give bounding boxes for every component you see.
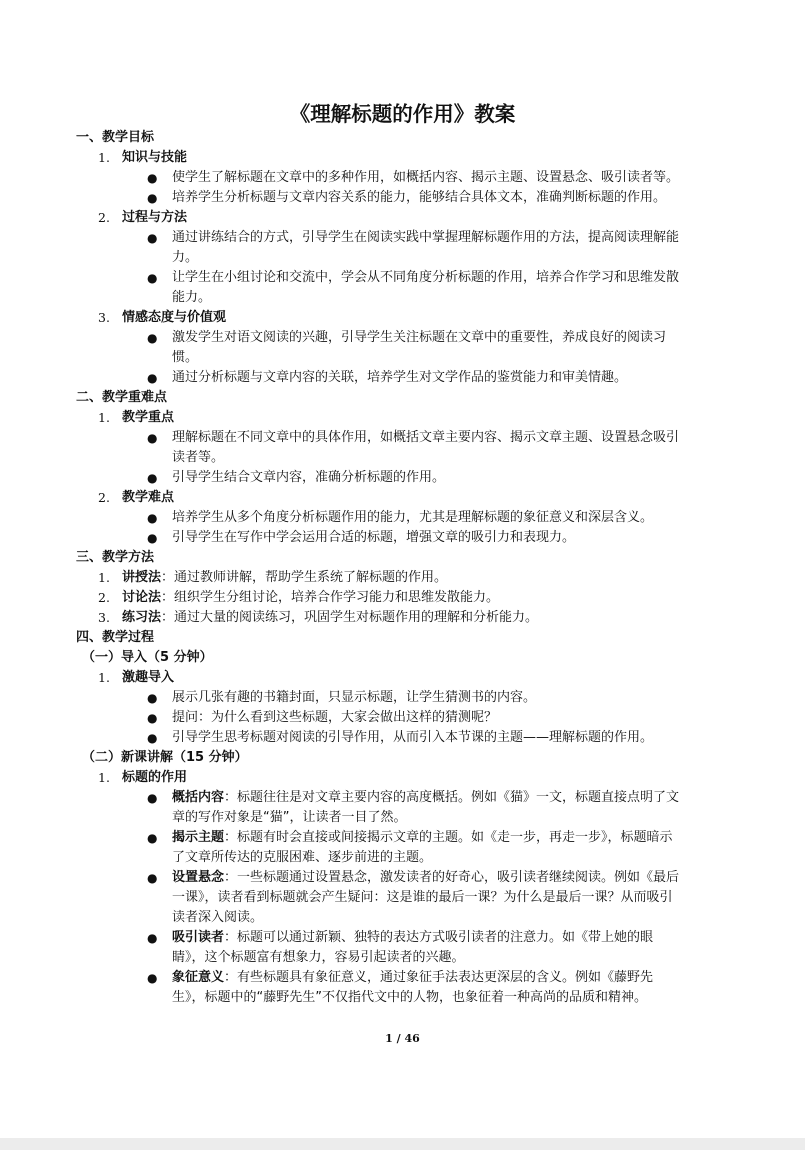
bullet-text: 让学生在小组讨论和交流中，学会从不同角度分析标题的作用，培养合作学习和思维发散 xyxy=(172,270,680,285)
bullet-item xyxy=(76,928,736,968)
subsection-heading xyxy=(76,148,736,168)
subsection-heading xyxy=(76,668,736,688)
method-text: ：通过大量的阅读练习，巩固学生对标题作用的理解和分析能力。 xyxy=(161,610,539,625)
bullet-text-cont: 读者等。 xyxy=(172,450,225,465)
list-number: 1. xyxy=(98,150,110,165)
bullet-item xyxy=(76,328,736,368)
bullet-text: 激发学生对语文阅读的兴趣，引导学生关注标题在文章中的重要性，养成良好的阅读习 xyxy=(172,330,667,345)
bullet-text: ：标题往往是对文章主要内容的高度概括。例如《猫》一文，标题直接点明了文 xyxy=(224,790,680,805)
subsection-title: 知识与技能 xyxy=(122,150,188,165)
method-text: ：组织学生分组讨论，培养合作学习能力和思维发散能力。 xyxy=(161,590,500,605)
bullet-icon: ● xyxy=(147,971,158,985)
bullet-item xyxy=(76,968,736,1008)
bullet-icon: ● xyxy=(147,231,158,245)
bullet-text-cont: 力。 xyxy=(172,250,199,265)
bullet-term: 揭示主题 xyxy=(172,830,225,845)
bullet-term: 吸引读者 xyxy=(172,930,225,945)
bullet-icon: ● xyxy=(147,191,158,205)
method-term: 讨论法 xyxy=(122,590,162,605)
method-term: 练习法 xyxy=(122,610,162,625)
bullet-text: ：有些标题具有象征意义，通过象征手法表达更深层的含义。例如《藤野先 xyxy=(224,970,654,985)
bullet-icon: ● xyxy=(147,271,158,285)
list-number: 2. xyxy=(98,210,110,225)
bullet-text: 展示几张有趣的书籍封面，只显示标题，让学生猜测书的内容。 xyxy=(172,690,537,705)
bullet-text-cont: 睛》，这个标题富有想象力，容易引起读者的兴趣。 xyxy=(172,950,465,965)
subsection-title: 激趣导入 xyxy=(122,670,175,685)
subsection-title: 情感态度与价值观 xyxy=(122,310,227,325)
bullet-icon: ● xyxy=(147,711,158,725)
bullet-text: 引导学生思考标题对阅读的引导作用，从而引入本节课的主题——理解标题的作用。 xyxy=(172,730,654,745)
bullet-text-cont: 读者深入阅读。 xyxy=(172,910,264,925)
part-heading: （二）新课讲解（15 分钟） xyxy=(82,750,248,765)
bullet-icon: ● xyxy=(147,791,158,805)
part-heading: （一）导入（5 分钟） xyxy=(82,650,213,665)
bullet-icon: ● xyxy=(147,731,158,745)
list-number: 1. xyxy=(98,410,110,425)
bullet-item xyxy=(76,188,736,208)
section-heading: 四、教学过程 xyxy=(76,630,155,645)
bullet-text: 引导学生结合文章内容，准确分析标题的作用。 xyxy=(172,470,446,485)
method-text: ：通过教师讲解，帮助学生系统了解标题的作用。 xyxy=(161,570,448,585)
list-number: 1. xyxy=(98,770,110,785)
bullet-item xyxy=(76,868,736,928)
method-item xyxy=(76,568,736,588)
bullet-text: 使学生了解标题在文章中的多种作用，如概括内容、揭示主题、设置悬念、吸引读者等。 xyxy=(172,170,680,185)
bullet-text: 提问：为什么看到这些标题，大家会做出这样的猜测呢？ xyxy=(172,710,498,725)
bullet-text-cont: 惯。 xyxy=(172,350,199,365)
bullet-icon: ● xyxy=(147,831,158,845)
section-heading: 二、教学重难点 xyxy=(76,390,168,405)
bullet-text: 理解标题在不同文章中的具体作用，如概括文章主要内容、揭示文章主题、设置悬念吸引 xyxy=(172,430,680,445)
subsection-heading xyxy=(76,488,736,508)
bullet-item xyxy=(76,788,736,828)
bullet-icon: ● xyxy=(147,171,158,185)
bullet-item xyxy=(76,468,736,488)
subsection-title: 过程与方法 xyxy=(122,210,188,225)
bullet-icon: ● xyxy=(147,331,158,345)
bullet-text: 通过讲练结合的方式，引导学生在阅读实践中掌握理解标题作用的方法，提高阅读理解能 xyxy=(172,230,680,245)
bullet-item xyxy=(76,368,736,388)
bullet-item xyxy=(76,168,736,188)
bullet-item xyxy=(76,528,736,548)
bullet-item xyxy=(76,508,736,528)
bullet-item xyxy=(76,428,736,468)
section-heading: 一、教学目标 xyxy=(76,130,155,145)
bullet-text: 培养学生从多个角度分析标题作用的能力，尤其是理解标题的象征意义和深层含义。 xyxy=(172,510,654,525)
list-number: 1. xyxy=(98,670,110,685)
bullet-item xyxy=(76,708,736,728)
doc-body xyxy=(76,128,736,1008)
bullet-term: 设置悬念 xyxy=(172,870,225,885)
bullet-item xyxy=(76,828,736,868)
subsection-title: 标题的作用 xyxy=(122,770,188,785)
method-item xyxy=(76,588,736,608)
method-term: 讲授法 xyxy=(122,570,162,585)
bullet-item xyxy=(76,728,736,748)
bullet-icon: ● xyxy=(147,471,158,485)
bullet-item xyxy=(76,228,736,268)
subsection-heading xyxy=(76,408,736,428)
bullet-text: 培养学生分析标题与文章内容关系的能力，能够结合具体文本，准确判断标题的作用。 xyxy=(172,190,667,205)
list-number: 2. xyxy=(98,490,110,505)
bullet-text-cont: 生》，标题中的“藤野先生”不仅指代文中的人物，也象征着一种高尚的品质和精神。 xyxy=(172,990,647,1005)
bullet-text: ：一些标题通过设置悬念，激发读者的好奇心，吸引读者继续阅读。例如《最后 xyxy=(224,870,680,885)
page-number: 1 / 46 xyxy=(385,1032,420,1045)
list-number: 3. xyxy=(98,610,110,625)
bullet-text: ：标题有时会直接或间接揭示文章的主题。如《走一步，再走一步》，标题暗示 xyxy=(224,830,673,845)
bullet-icon: ● xyxy=(147,691,158,705)
bullet-text-cont: 一课》，读者看到标题就会产生疑问：这是谁的最后一课？为什么是最后一课？从而吸引 xyxy=(172,890,673,905)
section-heading: 三、教学方法 xyxy=(76,550,155,565)
list-number: 3. xyxy=(98,310,110,325)
doc-title: 《理解标题的作用》教案 xyxy=(289,102,516,126)
subsection-title: 教学难点 xyxy=(122,490,175,505)
bullet-text: 通过分析标题与文章内容的关联，培养学生对文学作品的鉴赏能力和审美情趣。 xyxy=(172,370,628,385)
list-number: 1. xyxy=(98,570,110,585)
bullet-item xyxy=(76,268,736,308)
subsection-title: 教学重点 xyxy=(122,410,175,425)
list-number: 2. xyxy=(98,590,110,605)
bullet-icon: ● xyxy=(147,511,158,525)
bullet-text-cont: 能力。 xyxy=(172,290,212,305)
subsection-heading xyxy=(76,768,736,788)
bullet-term: 象征意义 xyxy=(172,970,225,985)
bullet-text: 引导学生在写作中学会运用合适的标题，增强文章的吸引力和表现力。 xyxy=(172,530,576,545)
bullet-icon: ● xyxy=(147,371,158,385)
bullet-icon: ● xyxy=(147,871,158,885)
bullet-text-cont: 了文章所传达的克服困难、逐步前进的主题。 xyxy=(172,850,433,865)
subsection-heading xyxy=(76,308,736,328)
method-item xyxy=(76,608,736,628)
bullet-text: ：标题可以通过新颖、独特的表达方式吸引读者的注意力。如《带上她的眼 xyxy=(224,930,654,945)
bullet-icon: ● xyxy=(147,931,158,945)
bullet-icon: ● xyxy=(147,531,158,545)
bullet-text-cont: 章的写作对象是“猫”，让读者一目了然。 xyxy=(172,810,407,825)
subsection-heading xyxy=(76,208,736,228)
bullet-term: 概括内容 xyxy=(172,790,225,805)
bullet-item xyxy=(76,688,736,708)
bullet-icon: ● xyxy=(147,431,158,445)
